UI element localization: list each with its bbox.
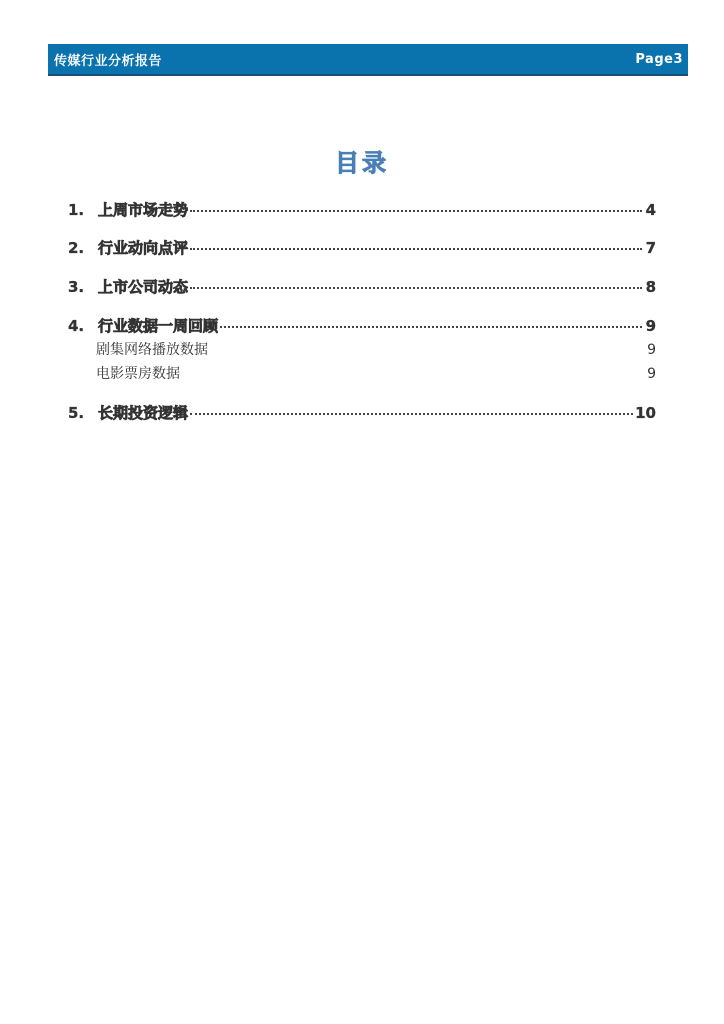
toc-entry-page: 9 bbox=[645, 317, 656, 335]
toc-entry-number: 1. bbox=[68, 201, 85, 219]
toc-entry-number: 4. bbox=[68, 317, 85, 335]
toc-entry-label: 行业数据一周回顾 bbox=[98, 317, 219, 335]
toc-entry-page: 10 bbox=[635, 404, 656, 422]
toc-heading: 目录 bbox=[335, 149, 389, 177]
toc-subentry-page: 9 bbox=[647, 366, 656, 382]
dot-leader bbox=[190, 197, 642, 212]
toc-entry-label: 上市公司动态 bbox=[98, 278, 189, 296]
toc-entry-page: 8 bbox=[645, 278, 656, 296]
toc-entry-page: 4 bbox=[645, 201, 656, 219]
toc-entry-label: 行业动向点评 bbox=[98, 239, 189, 257]
toc-entry[interactable] bbox=[68, 275, 656, 299]
toc-subentry[interactable] bbox=[68, 338, 656, 362]
toc-entry-number: 2. bbox=[68, 239, 85, 257]
table-of-contents bbox=[68, 198, 656, 425]
toc-entry-label: 上周市场走势 bbox=[98, 201, 189, 219]
dot-leader bbox=[220, 313, 642, 328]
page-number: Page3 bbox=[635, 51, 683, 67]
toc-entry-label: 长期投资逻辑 bbox=[98, 404, 189, 422]
toc-entry-number: 3. bbox=[68, 278, 85, 296]
report-title: 传媒行业分析报告 bbox=[54, 53, 163, 69]
toc-subentry-page: 9 bbox=[647, 342, 656, 358]
dot-leader bbox=[190, 235, 642, 250]
page-header-bar bbox=[48, 44, 688, 76]
toc-subentry-label: 电影票房数据 bbox=[96, 366, 180, 382]
toc-entry[interactable] bbox=[68, 314, 656, 338]
toc-subentry[interactable] bbox=[68, 362, 656, 386]
toc-entry[interactable] bbox=[68, 198, 656, 222]
toc-entry[interactable] bbox=[68, 236, 656, 260]
toc-entry-number: 5. bbox=[68, 404, 85, 422]
toc-entry-page: 7 bbox=[645, 239, 656, 257]
toc-subentry-label: 剧集网络播放数据 bbox=[96, 342, 208, 358]
dot-leader bbox=[190, 274, 642, 289]
toc-entry[interactable] bbox=[68, 401, 656, 425]
dot-leader bbox=[190, 400, 633, 415]
